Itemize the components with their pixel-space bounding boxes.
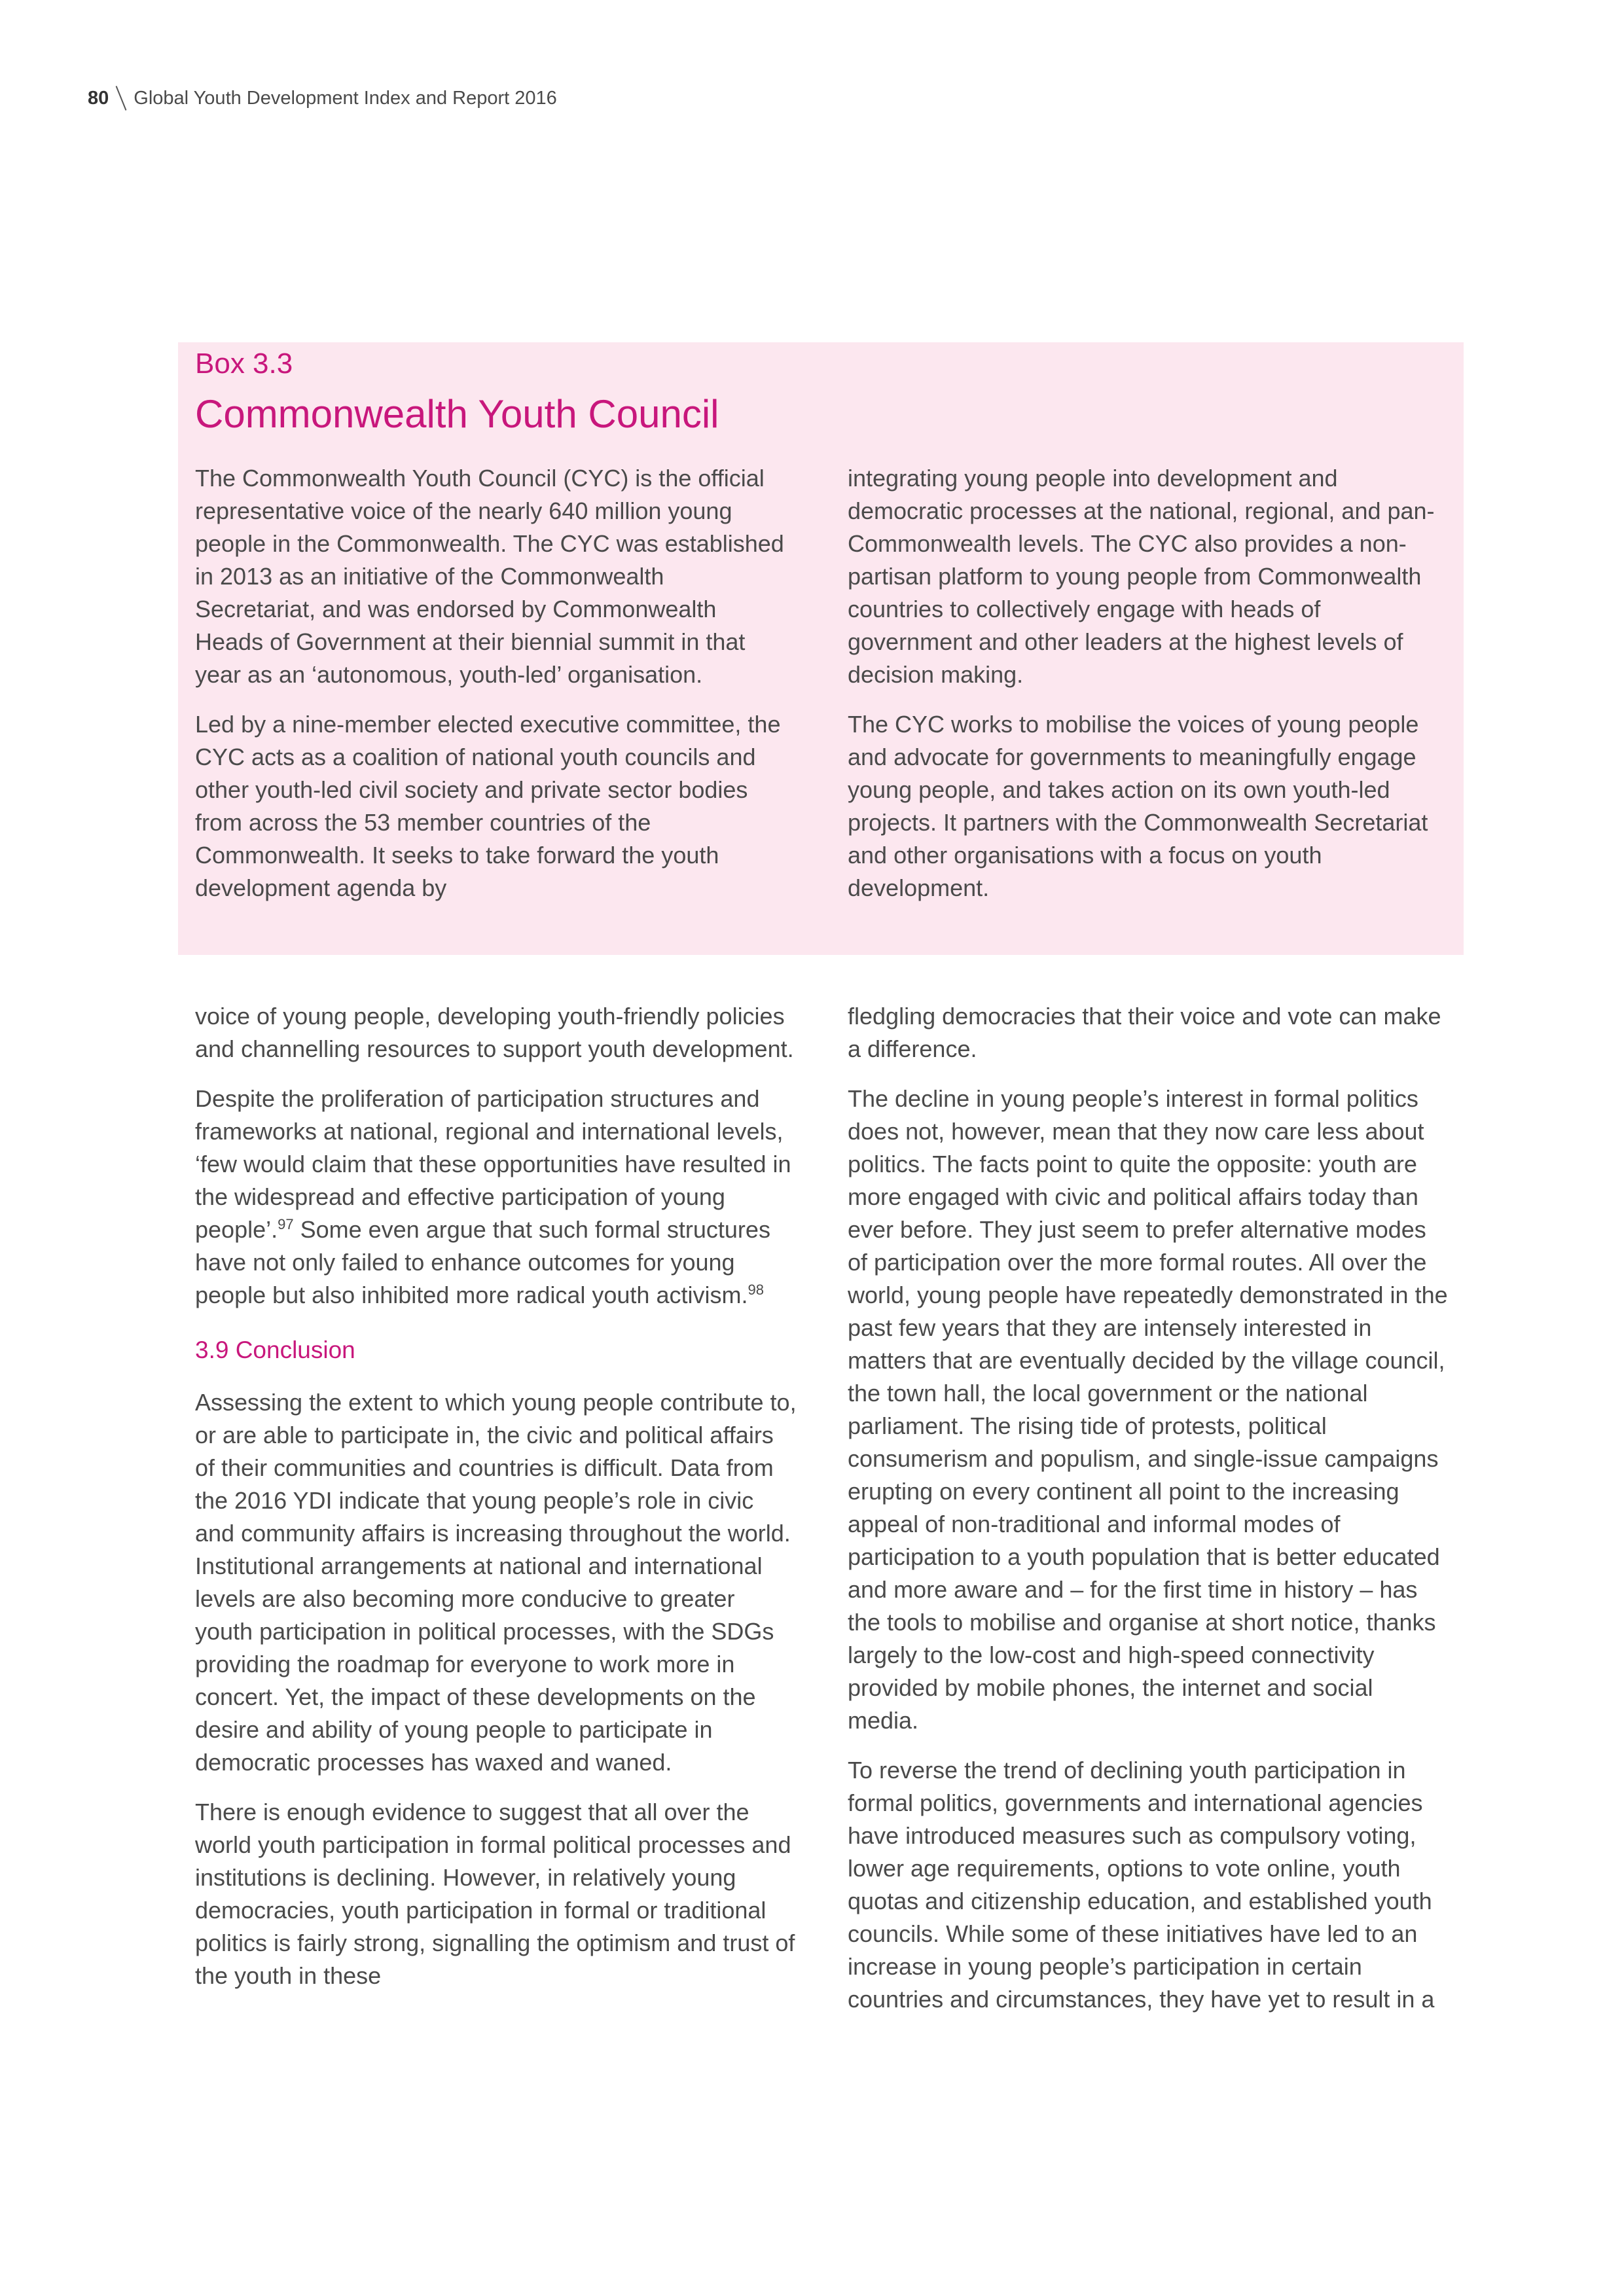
body-paragraph: The decline in young people’s interest in formal politics does not, however, mean that they now care less about politics. The facts point to quite the opposite: youth are more engaged with civic and political affairs today than ever before. They just seem to prefer alternative modes of participation over the more formal routes. All over the world, young people have repeatedly demonstrated in the past few years that they are intensely interested in matters that are eventually decided by the village council, the town hall, the local government or the national parliament. The rising tide of protests, political consumerism and populism, and single-issue campaigns erupting on every continent all point to the increasing appeal of non-traditional and informal modes of participation to a youth population that is better educated and more aware and – for the first time in history – has the tools to mobilise and organise at short notice, thanks largely to the low-cost and high-speed connectivity provided by mobile phones, the internet and social media. [848,1085,1448,1734]
body-paragraph: Assessing the extent to which young people contribute to, or are able to participate in, the civic and political affairs of their communities and countries is difficult. Data from the 2016 YDI indicate that young people’s role in civic and community affairs is increasing throughout the world. Institutional arrangements at national and international levels are also becoming more conducive to greater youth participation in political processes, with the SDGs providing the roadmap for everyone to work more in concert. Yet, the impact of these developments on the desire and ability of young people to participate in democratic processes has waxed and waned. [195,1389,797,1776]
paragraph-text: Despite the proliferation of participation structures and frameworks at national, regional and international levels, ‘few would claim that these opportunities have resulted in the widespread and effective participation of young people’. [195,1085,791,1243]
body-column-right [848,1000,1450,2016]
box-column-left [195,462,784,905]
body-column-left [195,1000,797,1992]
box-title: Commonwealth Youth Council [195,392,719,436]
body-paragraph: voice of young people, developing youth-friendly policies and channelling resources to support youth development. [195,1003,794,1062]
box-paragraph: The Commonwealth Youth Council (CYC) is the official representative voice of the nearly 640 million young people in the Commonwealth. The CYC was established in 2013 as an initiative of the Commonwealth Secretariat, and was endorsed by Commonwealth Heads of Government at their biennial summit in that year as an ‘autonomous, youth-led’ organisation. [195,465,784,688]
header-divider [116,86,127,111]
running-header [88,84,557,113]
body-paragraph [195,1083,797,1312]
body-paragraph: There is enough evidence to suggest that all over the world youth participation in formal political processes and institutions is declining. However, in relatively young democracies, youth participation in formal or traditional politics is fairly strong, signalling the optimism and trust of the youth in these [195,1799,795,1989]
box-label: Box 3.3 [195,348,293,380]
running-title: Global Youth Development Index and Report 2016 [134,87,557,109]
footnote-ref[interactable]: 98 [748,1282,764,1298]
section-heading: 3.9 Conclusion [195,1336,355,1363]
paragraph-text: Some even argue that such formal structures have not only failed to enhance outcomes for young people but also inhibited more radical youth activism. [195,1216,770,1308]
footnote-ref[interactable]: 97 [278,1216,294,1232]
box-paragraph: integrating young people into development and democratic processes at the national, regional, and pan-Commonwealth levels. The CYC also provides a non-partisan platform to young people from Commonwealth countries to collectively engage with heads of government and other leaders at the highest levels of decision making. [848,465,1435,688]
page-number: 80 [88,87,109,109]
box-paragraph: The CYC works to mobilise the voices of young people and advocate for governments to meaningfully engage young people, and takes action on its own youth-led projects. It partners with the Commonwealth Secretariat and other organisations with a focus on youth development. [848,711,1428,901]
body-paragraph: To reverse the trend of declining youth participation in formal politics, governments and international agencies have introduced measures such as compulsory voting, lower age requirements, options to vote online, youth quotas and citizenship education, and established youth councils. While some of these initiatives have led to an increase in young people’s participation in certain countries and circumstances, they have yet to result in a [848,1757,1435,2013]
body-paragraph: fledgling democracies that their voice and vote can make a difference. [848,1003,1441,1062]
box-paragraph: Led by a nine-member elected executive committee, the CYC acts as a coalition of national youth councils and other youth-led civil society and private sector bodies from across the 53 member countries of the Commonwealth. It seeks to take forward the youth development agenda by [195,711,781,901]
box-column-right [848,462,1437,905]
